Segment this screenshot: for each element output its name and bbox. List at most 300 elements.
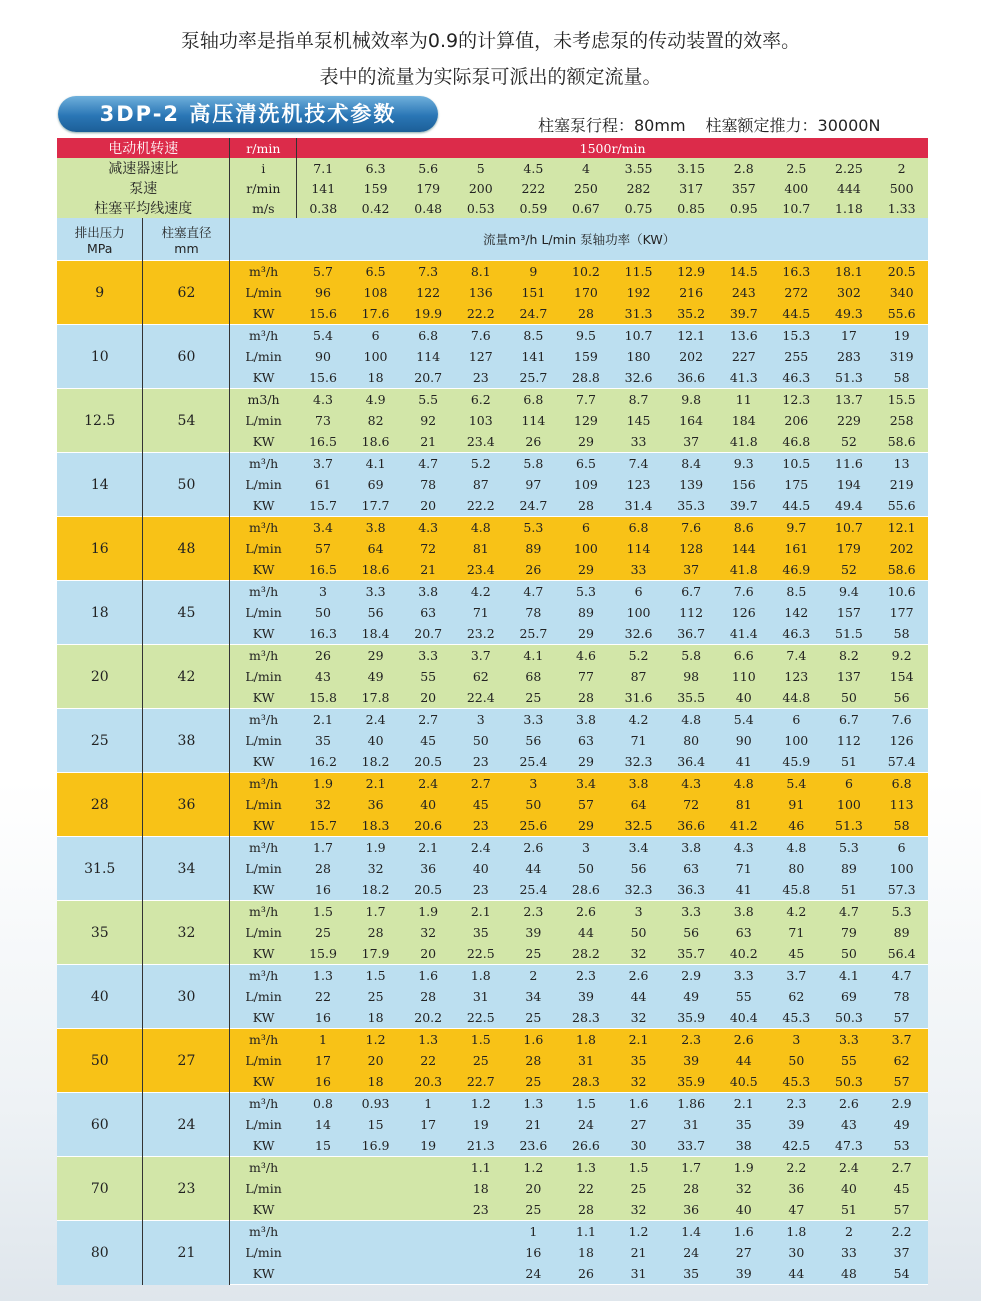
value-cell: 28 <box>665 1178 718 1199</box>
value-cell: 28 <box>560 303 613 325</box>
value-cell: 7.4 <box>770 645 823 667</box>
value-cell: 219 <box>875 474 928 495</box>
unit-cell: KW <box>230 879 297 901</box>
value-cell: 7.6 <box>717 581 770 603</box>
value-cell: 29 <box>349 645 402 667</box>
note-flow: 表中的流量为实际泵可派出的额定流量。 <box>319 66 662 88</box>
value-cell: 7.6 <box>875 709 928 731</box>
value-cell: 63 <box>402 602 455 623</box>
value-cell: 15.8 <box>297 687 350 709</box>
value-cell: 4.1 <box>507 645 560 667</box>
value-cell: 25.4 <box>507 751 560 773</box>
value-cell: 53 <box>875 1135 928 1157</box>
value-cell: 4.7 <box>402 453 455 475</box>
value-cell: 31 <box>560 1050 613 1071</box>
value-cell: 26 <box>297 645 350 667</box>
value-cell: 55.6 <box>875 495 928 517</box>
value-cell: 10.7 <box>612 325 665 347</box>
header-cell: 4.5 <box>507 158 560 178</box>
value-cell: 82 <box>349 410 402 431</box>
value-cell: 50 <box>560 858 613 879</box>
pressure-head <box>57 218 143 261</box>
value-cell: 6.5 <box>560 453 613 475</box>
value-cell: 36.6 <box>665 367 718 389</box>
header-cell: 2.25 <box>823 158 876 178</box>
value-cell: 25 <box>297 922 350 943</box>
header-cell: 1.18 <box>823 198 876 218</box>
value-cell: 27 <box>717 1242 770 1263</box>
value-cell: 13.7 <box>823 389 876 411</box>
value-cell: 28 <box>349 922 402 943</box>
value-cell: 32 <box>297 794 350 815</box>
value-cell: 12.3 <box>770 389 823 411</box>
unit-cell: m³/h <box>230 325 297 347</box>
value-cell: 63 <box>665 858 718 879</box>
value-cell: 5.5 <box>402 389 455 411</box>
header-cell: 0.59 <box>507 198 560 218</box>
value-cell: 1.9 <box>297 773 350 795</box>
motor-speed-row <box>57 138 928 158</box>
header-cell: 6.3 <box>349 158 402 178</box>
unit-cell: KW <box>230 1071 297 1093</box>
table-row <box>57 1029 928 1051</box>
value-cell: 2.1 <box>297 709 350 731</box>
value-cell: 17.6 <box>349 303 402 325</box>
value-cell: 33 <box>823 1242 876 1263</box>
pressure-cell: 10 <box>57 325 143 389</box>
value-cell: 6.8 <box>612 517 665 539</box>
header-row <box>57 198 928 218</box>
value-cell: 32.5 <box>612 815 665 837</box>
value-cell: 22.4 <box>454 687 507 709</box>
diameter-cell: 42 <box>143 645 230 709</box>
value-cell: 25 <box>507 1007 560 1029</box>
value-cell: 96 <box>297 282 350 303</box>
value-cell: 2.6 <box>560 901 613 923</box>
value-cell: 50.3 <box>823 1071 876 1093</box>
unit-cell: m³/h <box>230 261 297 283</box>
value-cell: 16 <box>297 879 350 901</box>
unit-cell: KW <box>230 1199 297 1221</box>
value-cell: 15.9 <box>297 943 350 965</box>
value-cell: 11.6 <box>823 453 876 475</box>
value-cell: 44 <box>717 1050 770 1071</box>
value-cell: 100 <box>875 858 928 879</box>
value-cell: 114 <box>507 410 560 431</box>
header-cell: 0.95 <box>717 198 770 218</box>
value-cell: 28.3 <box>560 1071 613 1093</box>
value-cell: 2.1 <box>717 1093 770 1115</box>
diameter-cell: 62 <box>143 261 230 325</box>
value-cell: 18.2 <box>349 879 402 901</box>
value-cell: 24.7 <box>507 495 560 517</box>
value-cell <box>454 1263 507 1285</box>
header-cell: 0.53 <box>454 198 507 218</box>
value-cell: 52 <box>823 431 876 453</box>
header-cell: 159 <box>349 178 402 198</box>
value-cell: 18.6 <box>349 559 402 581</box>
value-cell: 1.6 <box>402 965 455 987</box>
value-cell: 16 <box>297 1071 350 1093</box>
value-cell: 45.3 <box>770 1007 823 1029</box>
value-cell: 81 <box>454 538 507 559</box>
value-cell: 50 <box>770 1050 823 1071</box>
value-cell: 17.8 <box>349 687 402 709</box>
value-cell: 32 <box>612 1199 665 1221</box>
value-cell: 22 <box>402 1050 455 1071</box>
value-cell: 35.7 <box>665 943 718 965</box>
value-cell: 25 <box>507 1199 560 1221</box>
value-cell: 58 <box>875 815 928 837</box>
value-cell: 4.7 <box>507 581 560 603</box>
pressure-cell: 25 <box>57 709 143 773</box>
value-cell: 3 <box>507 773 560 795</box>
value-cell: 16.9 <box>349 1135 402 1157</box>
value-cell: 26 <box>560 1263 613 1285</box>
value-cell: 47 <box>770 1199 823 1221</box>
header-cell: 0.85 <box>665 198 718 218</box>
value-cell: 136 <box>454 282 507 303</box>
value-cell: 45.3 <box>770 1071 823 1093</box>
value-cell: 25 <box>454 1050 507 1071</box>
value-cell <box>349 1221 402 1243</box>
header-row <box>57 158 928 178</box>
value-cell: 25 <box>507 687 560 709</box>
value-cell: 4.2 <box>770 901 823 923</box>
unit-cell: m³/h <box>230 1157 297 1179</box>
diameter-cell: 36 <box>143 773 230 837</box>
unit-cell: L/min <box>230 730 297 751</box>
value-cell: 6.8 <box>402 325 455 347</box>
value-cell: 32 <box>349 858 402 879</box>
value-cell: 49 <box>665 986 718 1007</box>
header-cell: 5.6 <box>402 158 455 178</box>
value-cell: 206 <box>770 410 823 431</box>
value-cell: 57 <box>297 538 350 559</box>
unit-cell: m³/h <box>230 517 297 539</box>
value-cell: 4.1 <box>823 965 876 987</box>
value-cell: 20 <box>402 687 455 709</box>
value-cell: 44 <box>770 1263 823 1285</box>
value-cell: 145 <box>612 410 665 431</box>
diameter-cell: 23 <box>143 1157 230 1221</box>
value-cell: 1.3 <box>297 965 350 987</box>
unit-cell: m³/h <box>230 965 297 987</box>
value-cell: 46.9 <box>770 559 823 581</box>
value-cell: 38 <box>717 1135 770 1157</box>
header-cell: 1.33 <box>875 198 928 218</box>
value-cell: 4.3 <box>402 517 455 539</box>
value-cell: 28 <box>402 986 455 1007</box>
header-cell: 200 <box>454 178 507 198</box>
value-cell: 4.3 <box>665 773 718 795</box>
value-cell: 58.6 <box>875 559 928 581</box>
value-cell: 6 <box>349 325 402 347</box>
value-cell: 41.4 <box>717 623 770 645</box>
value-cell: 1.4 <box>665 1221 718 1243</box>
value-cell: 10.2 <box>560 261 613 283</box>
value-cell: 283 <box>823 346 876 367</box>
value-cell: 10.5 <box>770 453 823 475</box>
value-cell: 72 <box>665 794 718 815</box>
value-cell: 20.5 <box>875 261 928 283</box>
motor-speed-label: 电动机转速 <box>57 138 230 158</box>
value-cell: 1.9 <box>402 901 455 923</box>
value-cell: 1.2 <box>507 1157 560 1179</box>
value-cell: 3.3 <box>507 709 560 731</box>
value-cell: 8.1 <box>454 261 507 283</box>
value-cell: 29 <box>560 623 613 645</box>
table-row <box>57 453 928 475</box>
value-cell: 25 <box>507 1071 560 1093</box>
value-cell: 56 <box>612 858 665 879</box>
value-cell: 14.5 <box>717 261 770 283</box>
value-cell: 37 <box>875 1242 928 1263</box>
value-cell <box>297 1178 350 1199</box>
value-cell: 161 <box>770 538 823 559</box>
value-cell: 63 <box>717 922 770 943</box>
value-cell: 71 <box>770 922 823 943</box>
value-cell: 10.6 <box>875 581 928 603</box>
value-cell: 18.4 <box>349 623 402 645</box>
value-cell: 192 <box>612 282 665 303</box>
value-cell: 159 <box>560 346 613 367</box>
unit-cell: m³/h <box>230 709 297 731</box>
value-cell: 1.1 <box>454 1157 507 1179</box>
value-cell: 19.9 <box>402 303 455 325</box>
value-cell: 25.7 <box>507 623 560 645</box>
value-cell: 41.2 <box>717 815 770 837</box>
value-cell: 57 <box>560 794 613 815</box>
value-cell: 29 <box>560 751 613 773</box>
value-cell: 48 <box>823 1263 876 1285</box>
value-cell: 272 <box>770 282 823 303</box>
value-cell: 6 <box>612 581 665 603</box>
unit-cell: L/min <box>230 410 297 431</box>
value-cell: 31 <box>454 986 507 1007</box>
value-cell: 15.6 <box>297 303 350 325</box>
value-cell: 28.8 <box>560 367 613 389</box>
value-cell: 8.2 <box>823 645 876 667</box>
value-cell: 16.3 <box>297 623 350 645</box>
diameter-cell: 27 <box>143 1029 230 1093</box>
value-cell: 16.2 <box>297 751 350 773</box>
value-cell: 72 <box>402 538 455 559</box>
value-cell <box>454 1221 507 1243</box>
value-cell: 1.7 <box>349 901 402 923</box>
value-cell: 4.2 <box>612 709 665 731</box>
value-cell: 39.7 <box>717 495 770 517</box>
value-cell: 2.1 <box>454 901 507 923</box>
header-cell: 5 <box>454 158 507 178</box>
pressure-cell: 14 <box>57 453 143 517</box>
value-cell: 27 <box>612 1114 665 1135</box>
value-cell: 20 <box>402 495 455 517</box>
value-cell: 6 <box>560 517 613 539</box>
value-cell: 46.3 <box>770 367 823 389</box>
value-cell: 127 <box>454 346 507 367</box>
header-cell: 0.42 <box>349 198 402 218</box>
value-cell: 64 <box>349 538 402 559</box>
value-cell: 258 <box>875 410 928 431</box>
value-cell: 1.5 <box>454 1029 507 1051</box>
diameter-cell: 48 <box>143 517 230 581</box>
header-cell: 2 <box>875 158 928 178</box>
value-cell: 2 <box>507 965 560 987</box>
value-cell: 4.7 <box>823 901 876 923</box>
value-cell: 23.4 <box>454 431 507 453</box>
value-cell: 18 <box>349 1071 402 1093</box>
value-cell: 1 <box>402 1093 455 1115</box>
header-cell: 0.48 <box>402 198 455 218</box>
motor-speed-value: 1500r/min <box>297 138 928 158</box>
header-cell: 4 <box>560 158 613 178</box>
value-cell: 20.2 <box>402 1007 455 1029</box>
table-row <box>57 1157 928 1179</box>
diameter-cell: 60 <box>143 325 230 389</box>
table-row <box>57 645 928 667</box>
value-cell: 39 <box>507 922 560 943</box>
value-cell: 29 <box>560 431 613 453</box>
value-cell: 2.3 <box>507 901 560 923</box>
value-cell: 20 <box>507 1178 560 1199</box>
value-cell: 9.8 <box>665 389 718 411</box>
value-cell: 1.8 <box>770 1221 823 1243</box>
value-cell: 69 <box>349 474 402 495</box>
value-cell: 4.8 <box>717 773 770 795</box>
unit-cell: L/min <box>230 986 297 1007</box>
table-row <box>57 773 928 795</box>
value-cell: 1.1 <box>560 1221 613 1243</box>
value-cell: 35.5 <box>665 687 718 709</box>
value-cell: 14 <box>297 1114 350 1135</box>
value-cell: 15 <box>349 1114 402 1135</box>
value-cell: 3 <box>560 837 613 859</box>
value-cell: 15.3 <box>770 325 823 347</box>
value-cell: 202 <box>665 346 718 367</box>
value-cell: 13 <box>875 453 928 475</box>
table-row <box>57 261 928 283</box>
value-cell: 2.9 <box>665 965 718 987</box>
value-cell: 142 <box>770 602 823 623</box>
value-cell: 41.8 <box>717 431 770 453</box>
pressure-cell: 60 <box>57 1093 143 1157</box>
value-cell: 340 <box>875 282 928 303</box>
value-cell: 34 <box>507 986 560 1007</box>
value-cell: 15.7 <box>297 495 350 517</box>
value-cell <box>402 1199 455 1221</box>
value-cell: 103 <box>454 410 507 431</box>
value-cell: 114 <box>402 346 455 367</box>
value-cell: 1.6 <box>717 1221 770 1243</box>
value-cell: 3.7 <box>875 1029 928 1051</box>
value-cell: 26 <box>507 559 560 581</box>
value-cell: 3.4 <box>612 837 665 859</box>
value-cell <box>402 1157 455 1179</box>
value-cell: 37 <box>665 431 718 453</box>
value-cell: 32.6 <box>612 367 665 389</box>
value-cell: 18.3 <box>349 815 402 837</box>
header-row-label: 柱塞平均线速度 <box>57 198 230 218</box>
header-cell: 282 <box>612 178 665 198</box>
value-cell: 9.5 <box>560 325 613 347</box>
value-cell: 3.8 <box>612 773 665 795</box>
value-cell: 30 <box>770 1242 823 1263</box>
value-cell: 15.5 <box>875 389 928 411</box>
value-cell: 1 <box>507 1221 560 1243</box>
value-cell: 156 <box>717 474 770 495</box>
value-cell: 31.4 <box>612 495 665 517</box>
value-cell: 1.3 <box>402 1029 455 1051</box>
header-cell: 400 <box>770 178 823 198</box>
value-cell: 2.3 <box>560 965 613 987</box>
value-cell: 46.8 <box>770 431 823 453</box>
pressure-cell: 18 <box>57 581 143 645</box>
value-cell: 21.3 <box>454 1135 507 1157</box>
value-cell: 32 <box>612 943 665 965</box>
value-cell: 2.7 <box>402 709 455 731</box>
value-cell: 32.3 <box>612 751 665 773</box>
value-cell: 56 <box>875 687 928 709</box>
value-cell: 81 <box>717 794 770 815</box>
unit-cell: KW <box>230 815 297 837</box>
pressure-cell: 16 <box>57 517 143 581</box>
value-cell: 5.2 <box>454 453 507 475</box>
value-cell: 1.7 <box>665 1157 718 1179</box>
value-cell: 5.4 <box>770 773 823 795</box>
value-cell: 35.9 <box>665 1007 718 1029</box>
value-cell: 79 <box>823 922 876 943</box>
header-row-unit: r/min <box>230 178 297 198</box>
header-cell: 141 <box>297 178 350 198</box>
pressure-cell: 40 <box>57 965 143 1029</box>
value-cell: 9.3 <box>717 453 770 475</box>
value-cell: 3.4 <box>297 517 350 539</box>
value-cell: 141 <box>507 346 560 367</box>
value-cell: 3.7 <box>297 453 350 475</box>
value-cell: 1.2 <box>612 1221 665 1243</box>
unit-cell: L/min <box>230 346 297 367</box>
value-cell: 202 <box>875 538 928 559</box>
value-cell: 194 <box>823 474 876 495</box>
value-cell: 44.8 <box>770 687 823 709</box>
table-row <box>57 325 928 347</box>
value-cell: 3.3 <box>349 581 402 603</box>
value-cell: 7.7 <box>560 389 613 411</box>
value-cell: 18 <box>454 1178 507 1199</box>
pressure-cell: 35 <box>57 901 143 965</box>
value-cell: 22 <box>560 1178 613 1199</box>
value-cell <box>454 1242 507 1263</box>
header-cell: 3.55 <box>612 158 665 178</box>
unit-cell: KW <box>230 559 297 581</box>
value-cell: 5.3 <box>507 517 560 539</box>
value-cell: 64 <box>612 794 665 815</box>
value-cell: 20.6 <box>402 815 455 837</box>
unit-cell: KW <box>230 431 297 453</box>
value-cell: 2.3 <box>770 1093 823 1115</box>
header-cell: 7.1 <box>297 158 350 178</box>
value-cell: 36.7 <box>665 623 718 645</box>
value-cell: 49 <box>875 1114 928 1135</box>
value-cell: 23 <box>454 751 507 773</box>
pressure-head-unit: MPa <box>87 240 113 256</box>
value-cell: 90 <box>297 346 350 367</box>
header-row-unit: i <box>230 158 297 178</box>
value-cell: 25 <box>349 986 402 1007</box>
value-cell: 6 <box>875 837 928 859</box>
diameter-head <box>143 218 230 261</box>
